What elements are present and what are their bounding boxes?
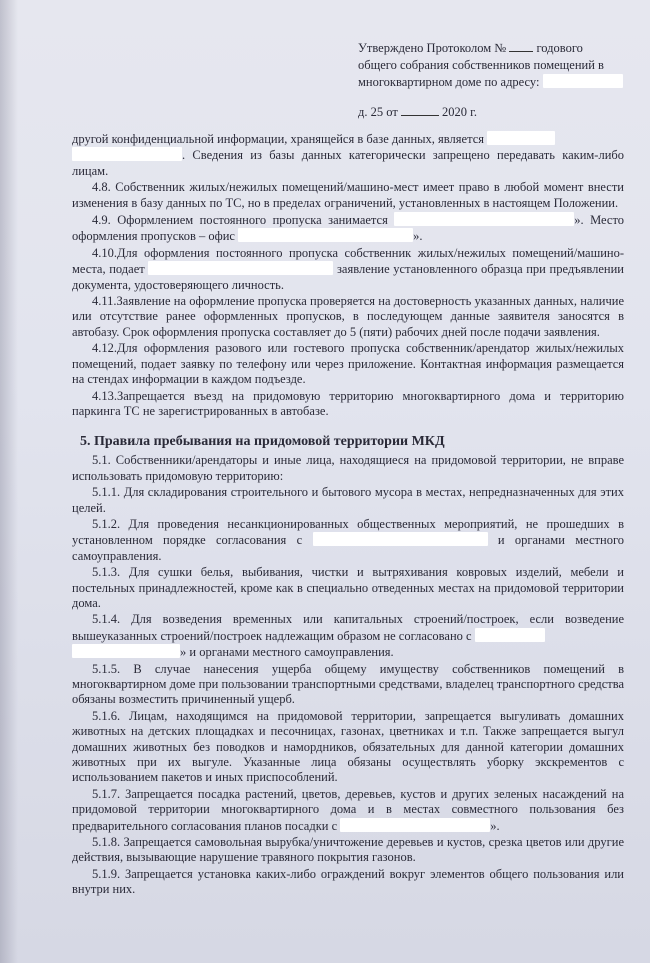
redacted-org bbox=[340, 818, 490, 832]
paragraph-5-1-1: 5.1.1. Для складирования строительного и бытового мусора в местах, непредназначенных для этих целей. bbox=[72, 485, 624, 515]
text: ». Место оформления пропусков – офис bbox=[72, 213, 624, 244]
date-blank bbox=[401, 115, 439, 116]
paragraph-4-12: 4.12.Для оформления разового или гостевого пропуска собственник/арендатор жилых/нежилых помещений, подает заявку по телефону или через приложение. Контактная информация размещается на стендах информации в каждом подъезде. bbox=[72, 341, 624, 387]
redacted-org bbox=[475, 628, 545, 642]
stamp-line bbox=[358, 40, 628, 57]
protocol-number-blank bbox=[509, 51, 533, 52]
paragraph-5-1-2 bbox=[72, 517, 624, 564]
redacted-name bbox=[487, 131, 555, 145]
paragraph-continued bbox=[72, 131, 624, 179]
text: 5.1.2. Для проведения несанкционированных общественных мероприятий, не прошедших в установленном порядке согласования с bbox=[72, 516, 624, 548]
stamp-line bbox=[358, 104, 628, 121]
text: 4.10.Для оформления постоянного пропуска собственник жилых/нежилых помещений/машино-места, подает bbox=[72, 245, 624, 277]
stamp-line: общего собрания собственников помещений в bbox=[358, 58, 604, 72]
paragraph-5-1-6: 5.1.6. Лицам, находящимся на придомовой территории, запрещается выгуливать домашних животных на детских площадках и песочницах, газонах, цветниках и т.п. Также запрещается выгул домашних животных без поводков и намордников, обязательных для данной категории домашних животных при их выгуле. Указанные лица обязаны осуществлять уборку экскрементов с использованием пакетов и иных приспособлений. bbox=[72, 708, 624, 785]
paragraph-5-1-8: 5.1.8. Запрещается самовольная вырубка/уничтожение деревьев и кустов, срезка цветов или другие действия, вызывающие нарушение травяного покрытия газонов. bbox=[72, 835, 624, 865]
stamp-text: д. 25 от bbox=[358, 105, 398, 119]
section-heading: 5. Правила пребывания на придомовой территории МКД bbox=[80, 434, 445, 450]
stamp-text: Утверждено Протоколом № bbox=[358, 41, 507, 55]
redacted-org bbox=[72, 644, 180, 658]
redacted-org bbox=[148, 261, 333, 275]
stamp-line bbox=[358, 74, 628, 91]
text: другой конфиденциальной информации, хранящейся в базе данных, является bbox=[72, 132, 484, 146]
paragraph-5-1-5: 5.1.5. В случае нанесения ущерба общему имуществу собственников помещений в многоквартирном доме при пользовании транспортными средствами, владелец транспортного средства обязаны возместить причиненный ущерб. bbox=[72, 661, 624, 707]
approval-stamp bbox=[358, 40, 628, 121]
text: » и органами местного самоуправления. bbox=[180, 645, 394, 660]
redacted-org bbox=[394, 212, 574, 226]
redacted-office bbox=[238, 228, 413, 242]
paragraph-4-13: 4.13.Запрещается въезд на придомовую территорию многоквартирного дома и территорию паркинга ТС не зарегистрированных в автобазе. bbox=[72, 388, 624, 418]
text: . Сведения из базы данных категорически запрещено передавать каким-либо лицам. bbox=[72, 148, 624, 178]
document-body bbox=[72, 131, 624, 898]
paragraph-5-1-3: 5.1.3. Для сушки белья, выбивания, чистки и вытряхивания ковровых изделий, мебели и постельных принадлежностей, кроме как в специально отведенных местах на придомовой территории дома. bbox=[72, 565, 624, 610]
paragraph-5-1: 5.1. Собственники/арендаторы и иные лица, находящиеся на придомовой территории, не вправе использовать придомовую территорию: bbox=[72, 453, 624, 483]
paragraph-5-1-7 bbox=[72, 787, 624, 834]
paragraph-4-9 bbox=[72, 212, 624, 245]
paragraph-4-8: 4.8. Собственник жилых/нежилых помещений/машино-мест имеет право в любой момент внести изменения в базу данных по ТС, но в пределах ограничений, установленных в настоящем Положении. bbox=[72, 180, 624, 210]
redacted-address bbox=[543, 74, 623, 88]
redacted-name bbox=[72, 147, 182, 161]
paragraph-5-1-9: 5.1.9. Запрещается установка каких-либо ограждений вокруг элементов общего пользования или внутри них. bbox=[72, 866, 624, 897]
text: заявление установленного образца при предъявлении документа, удостоверяющего личность. bbox=[72, 262, 624, 292]
paragraph-4-11: 4.11.Заявление на оформление пропуска проверяется на достоверность указанных данных, наличие или отсутствие ранее оформленных пропусков, в последующем данные заявителя заносятся в автобазу. Срок оформления пропуска составляет до 5 (пяти) рабочих дней после подачи заявления. bbox=[72, 294, 624, 339]
text: 5.1.7. Запрещается посадка растений, цветов, деревьев, кустов и других зеленых насаждений на придомовой территории многоквартирного дома и в местах совместного пользования без предварительного согласования планов посадки с bbox=[72, 786, 624, 833]
paragraph-4-10 bbox=[72, 246, 624, 293]
text: ». bbox=[413, 229, 423, 244]
redacted-org bbox=[313, 532, 488, 546]
text: 4.9. Оформлением постоянного пропуска занимается bbox=[92, 213, 388, 228]
paragraph-5-1-4 bbox=[72, 612, 624, 660]
stamp-text: многоквартирном доме по адресу: bbox=[358, 75, 540, 89]
stamp-text: годового bbox=[536, 41, 583, 55]
text: 5.1.4. Для возведения временных или капитальных строений/построек, если возведение вышеуказанных строений/построек надлежащим образом не согласовано с bbox=[72, 612, 624, 643]
text: и органами местного самоуправления. bbox=[72, 533, 625, 563]
stamp-text: 2020 г. bbox=[442, 105, 478, 119]
text: ». bbox=[490, 818, 500, 833]
